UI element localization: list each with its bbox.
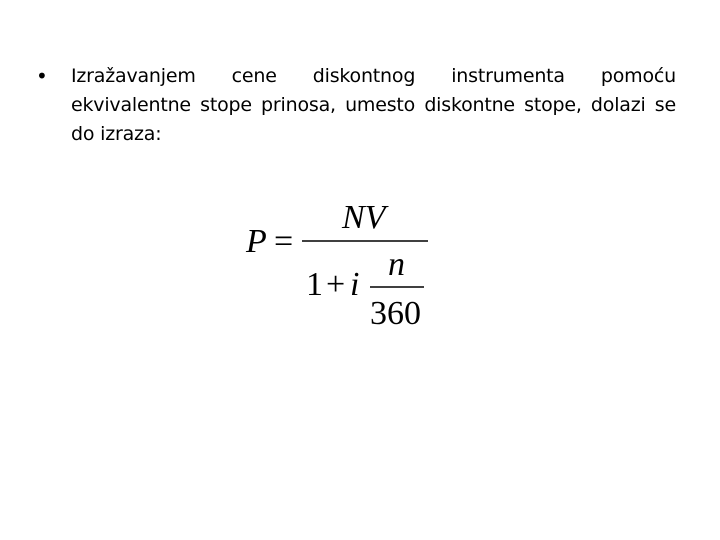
formula-graphic [236,190,446,340]
formula [236,190,446,340]
bullet-dot: • [36,64,48,88]
formula-equals: = [274,223,294,260]
formula-inner-denominator: 360 [370,295,421,332]
formula-lhs: P [246,223,267,260]
formula-one: 1 [306,266,323,303]
bullet-item [36,62,676,149]
formula-plus: + [326,266,346,303]
formula-rate: i [350,266,360,303]
formula-numerator: NV [342,199,386,236]
formula-inner-numerator: n [388,246,405,283]
bullet-text: Izražavanjem cene diskontnog instrumenta pomoću ekvivalentne stope prinosa, umesto diskontne stope, dolazi se do izraza: [71,65,676,145]
